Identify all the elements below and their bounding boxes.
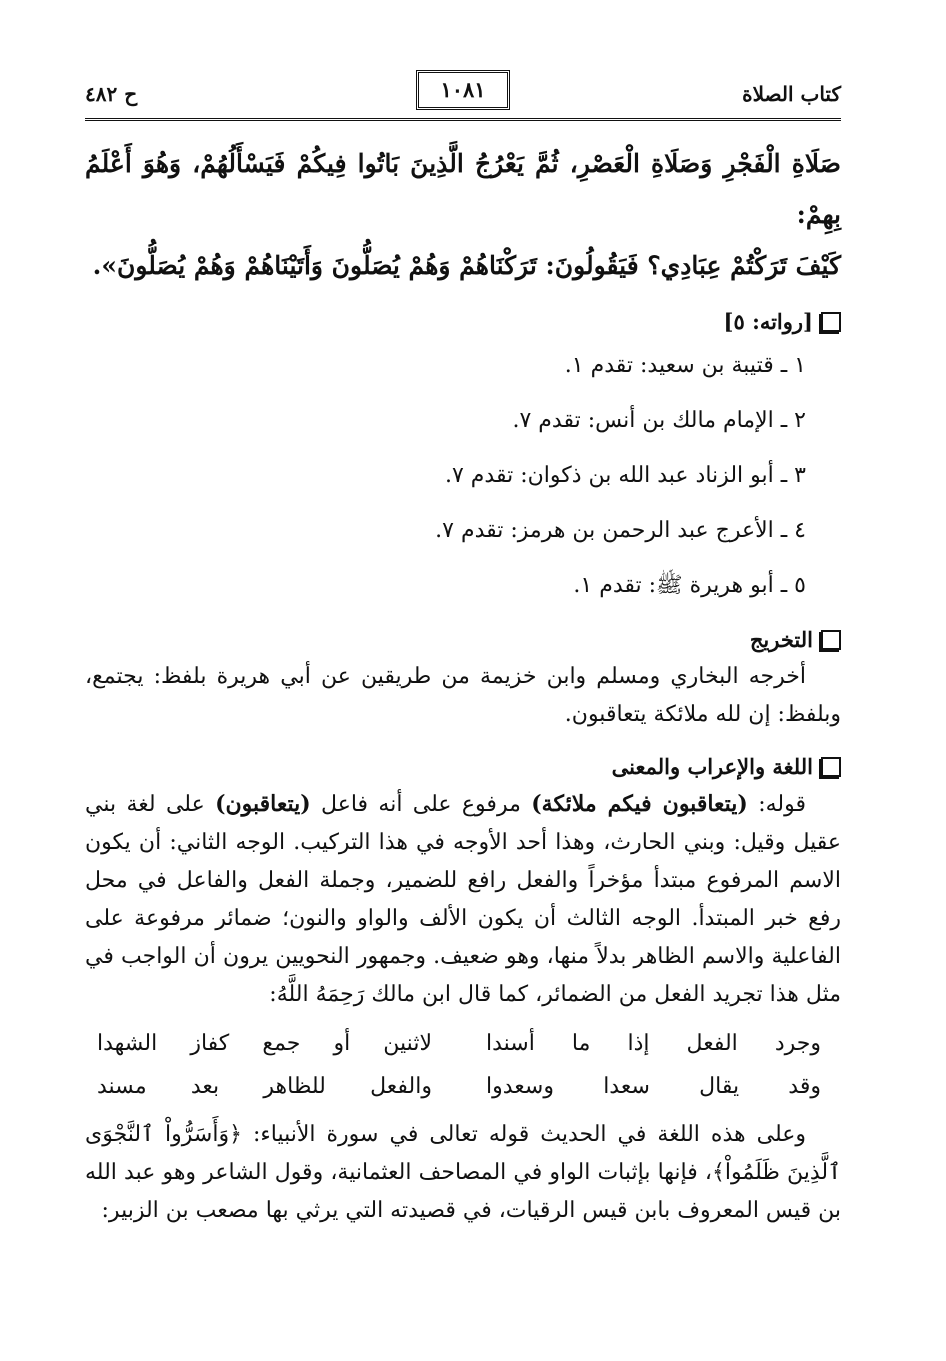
checkbox-square-icon — [821, 630, 841, 650]
header-rule — [85, 118, 841, 121]
narrators-heading-label: [رواته: ٥] — [723, 309, 813, 334]
paragraph-middle: مرفوع على أنه فاعل — [310, 792, 532, 817]
language-heading-label: اللغة والإعراب والمعنى — [611, 754, 813, 779]
takhrij-heading-label: التخريج — [749, 627, 813, 652]
checkbox-square-icon — [821, 757, 841, 777]
hadith-reference: ح ٤٨٢ — [85, 82, 138, 106]
language-paragraph-2: وعلى هذه اللغة في الحديث قوله تعالى في سورة الأنبياء: ﴿وَأَسَرُّواْ ٱلنَّجْوَى ٱلَّذِينَ ظَلَمُواْ﴾، فإنها بإثبات الواو في المصاحف العثمانية، وقول الشاعر وهو عبد الله بن قيس المعروف بابن قيس الرقيات، في قصيدته التي يرثي بها مصعب بن الزبير: — [85, 1122, 841, 1223]
verse-first-hemistich: وقد يقال سعدا وسعدوا — [486, 1074, 821, 1099]
verse-second-hemistich: والفعل للظاهر بعد مسند — [97, 1074, 432, 1099]
page-content — [85, 138, 841, 1230]
poem-verse — [85, 1065, 841, 1108]
list-item: ٣ ـ أبو الزناد عبد الله بن ذكوان: تقدم ٧. — [444, 463, 806, 488]
takhrij-text: أخرجه البخاري ومسلم وابن خزيمة من طريقين عن أبي هريرة بلفظ: يجتمع، وبلفظ: إن لله ملائكة يتعاقبون. — [85, 664, 841, 727]
paragraph-rest: على لغة بني عقيل وقيل: وبني الحارث، وهذا أحد الأوجه في هذا التركيب. الوجه الثاني: أن يكون الاسم المرفوع مبتدأ مؤخراً والفعل رافع للضمير، وجملة الفعل والفاعل في محل رفع خبر المبتدأ. الوجه الثالث أن يكون الألف والواو والنون؛ ضمائر مرفوعة على الفاعلية والاسم الظاهر بدلاً منها، وهو ضعيف. وجمهور النحويين يرون أن الواجب في مثل هذا تجريد الفعل من الضمائر، كما قال ابن مالك رَحِمَهُ اللَّهُ: — [85, 792, 841, 1007]
hadith-line: صَلَاةِ الْفَجْرِ وَصَلَاةِ الْعَصْرِ، ثُمَّ يَعْرُجُ الَّذِينَ بَاتُوا فِيكُمْ فَيَسْأَلُهُمْ، وَهُوَ أَعْلَمُ بِهِمْ: — [85, 149, 841, 229]
list-item: ٢ ـ الإمام مالك بن أنس: تقدم ٧. — [512, 408, 806, 433]
list-item: ١ ـ قتيبة بن سعيد: تقدم ١. — [564, 353, 806, 378]
poem — [85, 1022, 841, 1108]
narrators-heading — [85, 309, 841, 334]
bold-phrase: (يتعاقبون فيكم ملائكة) — [531, 791, 748, 817]
poem-verse — [85, 1022, 841, 1065]
verse-first-hemistich: وجرد الفعل إذا ما أسندا — [486, 1031, 821, 1056]
page-number: ١٠٨١ — [416, 70, 510, 110]
language-paragraph — [85, 785, 841, 1014]
list-item: ٤ ـ الأعرج عبد الرحمن بن هرمز: تقدم ٧. — [435, 518, 806, 543]
verse-second-hemistich: لاثنين أو جمع كفاز الشهدا — [97, 1031, 432, 1056]
takhrij-heading — [85, 627, 841, 652]
checkbox-square-icon — [821, 312, 841, 332]
page-header — [85, 70, 841, 118]
paragraph-lead: قوله: — [747, 792, 806, 817]
bold-phrase: (يتعاقبون) — [215, 791, 311, 817]
running-title: كتاب الصلاة — [742, 82, 841, 106]
list-item: ٥ ـ أبو هريرة ﷺ: تقدم ١. — [573, 573, 806, 598]
hadith-text — [85, 138, 841, 291]
language-heading — [85, 754, 841, 779]
narrators-list — [85, 338, 841, 613]
hadith-line: كَيْفَ تَرَكْتُمْ عِبَادِي؟ فَيَقُولُونَ: تَرَكْنَاهُمْ وَهُمْ يُصَلُّونَ وَأَتَيْنَاهُمْ وَهُمْ يُصَلُّونَ». — [92, 251, 841, 280]
